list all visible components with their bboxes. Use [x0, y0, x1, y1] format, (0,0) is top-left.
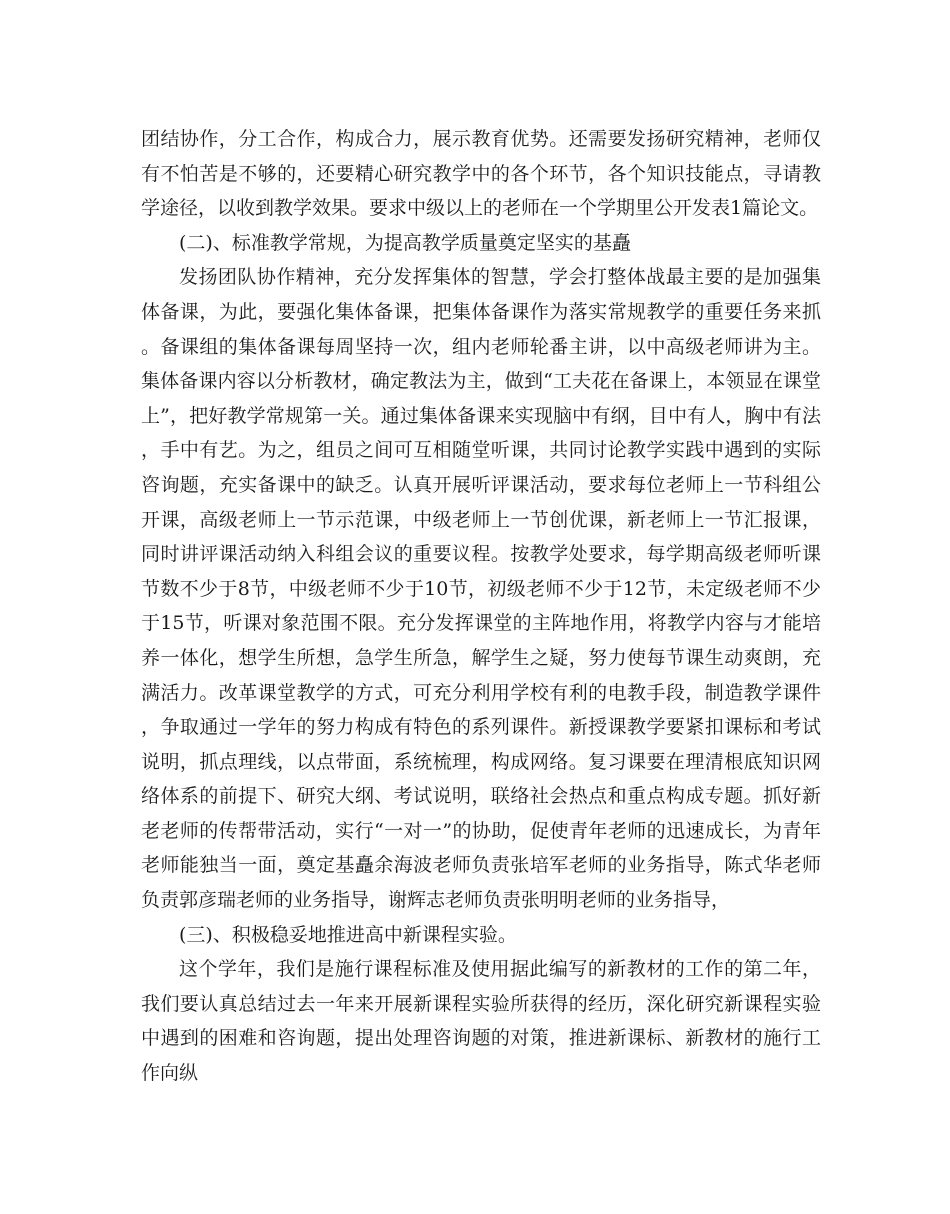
paragraph-new-curriculum: 这个学年，我们是施行课程标准及使用据此编写的新教材的工作的第二年，我们要认真总结过去一年来开展新课程实验所获得的经历，深化研究新课程实验中遇到的困难和咨询题，提出处理咨询题的对策，推进新课标、新教材的施行工作向纵	[141, 958, 821, 1085]
paragraph-teamwork-research: 团结协作，分工合作，构成合力，展示教育优势。还需要发扬研究精神，老师仅有不怕苦是不够的，还要精心研究教学中的各个环节，各个知识技能点，寻请教学途径，以收到教学效果。要求中级以上的老师在一个学期里公开发表1篇论文。	[141, 128, 821, 220]
section-heading-teaching-routine: (二)、标准教学常规，为提高教学质量奠定坚实的基矗	[179, 231, 631, 254]
document-page	[141, 122, 821, 1091]
paragraph-collective-lesson-prep: 发扬团队协作精神，充分发挥集体的智慧，学会打整体战最主要的是加强集体备课，为此，要强化集体备课，把集体备课作为落实常规教学的重要任务来抓。备课组的集体备课每周坚持一次，组内老师轮番主讲，以中高级老师讲为主。集体备课内容以分析教材，确定教法为主，做到“工夫花在备课上，本领显在课堂上”，把好教学常规第一关。通过集体备课来实现脑中有纲，目中有人，胸中有法，手中有艺。为之，组员之间可互相随堂听课，共同讨论教学实践中遇到的实际咨询题，充实备课中的缺乏。认真开展听评课活动，要求每位老师上一节科组公开课，高级老师上一节示范课，中级老师上一节创优课，新老师上一节汇报课，同时讲评课活动纳入科组会议的重要议程。按教学处要求，每学期高级老师听课节数不少于8节，中级老师不少于10节，初级老师不少于12节，未定级老师不少于15节，听课对象范围不限。充分发挥课堂的主阵地作用，将教学内容与才能培养一体化，想学生所想，急学生所急，解学生之疑，努力使每节课生动爽朗，充满活力。改革课堂教学的方式，可充分利用学校有利的电教手段，制造教学课件，争取通过一学年的努力构成有特色的系列课件。新授课教学要紧扣课标和考试说明，抓点理线，以点带面，系统梳理，构成网络。复习课要在理清根底知识网络体系的前提下、研究大纲、考试说明，联络社会热点和重点构成专题。抓好新老老师的传帮带活动，实行“一对一”的协助，促使青年老师的迅速成长，为青年老师能独当一面，奠定基矗余海波老师负责张培军老师的业务指导，陈式华老师负责郭彦瑞老师的业务指导，谢辉志老师负责张明明老师的业务指导，	[141, 266, 821, 912]
section-heading-new-curriculum: (三)、积极稳妥地推进高中新课程实验。	[179, 923, 517, 946]
